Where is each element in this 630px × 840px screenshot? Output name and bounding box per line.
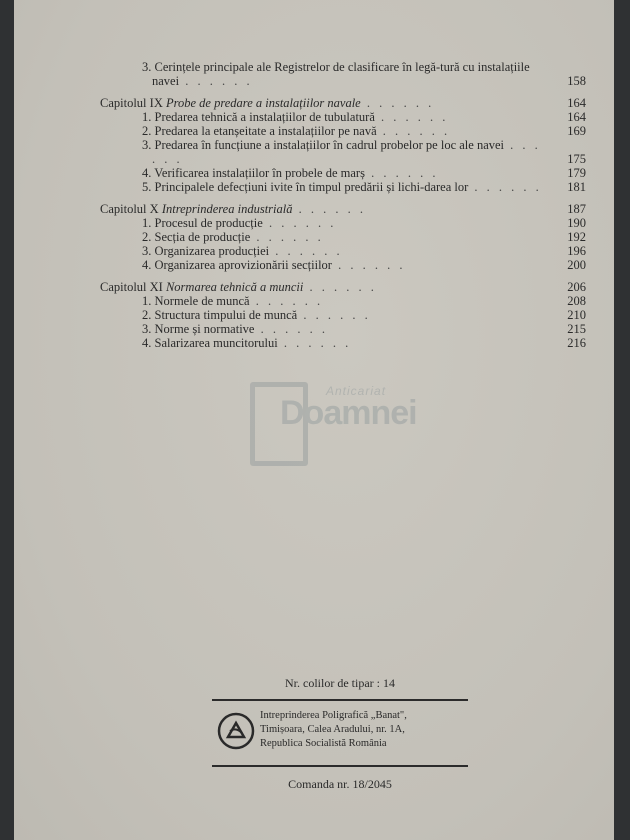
- page-number: 196: [567, 244, 586, 258]
- leader-dots: . . . . . .: [249, 294, 324, 308]
- page-number: 190: [567, 216, 586, 230]
- toc-entry: [100, 308, 586, 322]
- printer-line: Republica Socialistă România: [260, 738, 387, 749]
- entry-title: 1. Normele de muncă: [142, 294, 250, 308]
- printer-logo-icon: [216, 711, 256, 751]
- toc-entry: [100, 258, 586, 272]
- toc-chapter: [100, 280, 586, 294]
- toc-entry: [100, 244, 586, 258]
- entry-title: 4. Verificarea instalațiilor în probele de marș: [142, 166, 365, 180]
- leader-dots: . . . . . .: [250, 230, 324, 244]
- toc-entry: [100, 322, 586, 336]
- page-number: 206: [567, 280, 586, 294]
- leader-dots: . . . . . .: [277, 336, 352, 350]
- leader-dots: . . . . . .: [179, 74, 253, 88]
- entry-title: 3. Norme și normative: [142, 322, 255, 336]
- toc-entry: [100, 60, 586, 88]
- printer-line: Timișoara, Calea Aradului, nr. 1A,: [260, 724, 405, 735]
- toc-entry: [100, 110, 586, 124]
- colophon: [212, 670, 468, 792]
- leader-dots: . . . . . .: [254, 322, 328, 336]
- page-number: 181: [567, 180, 586, 194]
- toc-entry: [100, 138, 586, 166]
- leader-dots: . . . . . .: [374, 110, 449, 124]
- toc-entry: [100, 166, 586, 180]
- entry-title: 4. Organizarea aprovizionării secțiilor: [142, 258, 332, 272]
- page-number: 158: [567, 74, 586, 88]
- chapter-title: Intreprinderea industrială: [161, 202, 293, 216]
- page-number: 192: [567, 230, 586, 244]
- entry-title: 1. Procesul de producție: [142, 216, 263, 230]
- chapter-title: Probe de predare a instalațiilor navale: [165, 96, 361, 110]
- colophon-sheets: Nr. colilor de tipar : 14: [212, 670, 468, 701]
- entry-title: 1. Predarea tehnică a instalațiilor de tubulatură: [142, 110, 375, 124]
- page-number: 200: [567, 258, 586, 272]
- leader-dots: . . . . . .: [152, 138, 541, 166]
- toc-entry: [100, 216, 586, 230]
- page-number: 164: [567, 96, 586, 110]
- leader-dots: . . . . . .: [468, 180, 542, 194]
- order-number: Comanda nr. 18/2045: [288, 777, 392, 791]
- toc-entry: [100, 124, 586, 138]
- leader-dots: . . . . . .: [269, 244, 343, 258]
- toc-chapter: [100, 202, 586, 216]
- page-number: 208: [567, 294, 586, 308]
- watermark-main-text: Doamnei: [280, 394, 417, 432]
- chapter-title: Normarea tehnică a muncii: [165, 280, 304, 294]
- watermark: [236, 378, 436, 462]
- page-number: 210: [567, 308, 586, 322]
- leader-dots: . . . . . .: [376, 124, 451, 138]
- leader-dots: . . . . . .: [262, 216, 337, 230]
- entry-title: 3. Predarea în funcțiune a instalațiilor în cadrul probelor pe loc ale navei: [142, 138, 505, 152]
- chapter-number: Capitolul IX: [100, 96, 163, 110]
- toc-entry: [100, 230, 586, 244]
- toc-entry: [100, 336, 586, 350]
- entry-title: 4. Salarizarea muncitorului: [142, 336, 278, 350]
- entry-title: 3. Cerințele principale ale Registrelor de clasificare în legă-tură cu instalațiile navei: [142, 60, 530, 88]
- page-number: 216: [567, 336, 586, 350]
- toc-entry: [100, 180, 586, 194]
- chapter-number: Capitolul X: [100, 202, 159, 216]
- toc-chapter: [100, 96, 586, 110]
- toc-entry: [100, 294, 586, 308]
- table-of-contents: [100, 60, 586, 350]
- entry-title: 2. Secția de producție: [142, 230, 251, 244]
- page-number: 187: [567, 202, 586, 216]
- page-number: 179: [567, 166, 586, 180]
- leader-dots: . . . . . .: [331, 258, 406, 272]
- watermark-small-text: Anticariat: [326, 384, 387, 398]
- leader-dots: . . . . . .: [303, 280, 377, 294]
- entry-title: 5. Principalele defecțiuni ivite în timpul predării și lichi-darea lor: [142, 180, 469, 194]
- page-number: 169: [567, 124, 586, 138]
- leader-dots: . . . . . .: [364, 166, 439, 180]
- printer-line: Intreprinderea Poligrafică „Banat",: [260, 710, 407, 721]
- page-number: 164: [567, 110, 586, 124]
- chapter-number: Capitolul XI: [100, 280, 163, 294]
- leader-dots: . . . . . .: [292, 202, 366, 216]
- page-number: 175: [567, 152, 586, 166]
- book-page: [14, 0, 614, 840]
- entry-title: 3. Organizarea producției: [142, 244, 270, 258]
- leader-dots: . . . . . .: [360, 96, 435, 110]
- entry-title: 2. Predarea la etanșeitate a instalațiilor pe navă: [142, 124, 377, 138]
- leader-dots: . . . . . .: [297, 308, 371, 322]
- page-number: 215: [567, 322, 586, 336]
- colophon-printer: [212, 701, 468, 767]
- printer-address: [260, 709, 470, 751]
- entry-title: 2. Structura timpului de muncă: [142, 308, 298, 322]
